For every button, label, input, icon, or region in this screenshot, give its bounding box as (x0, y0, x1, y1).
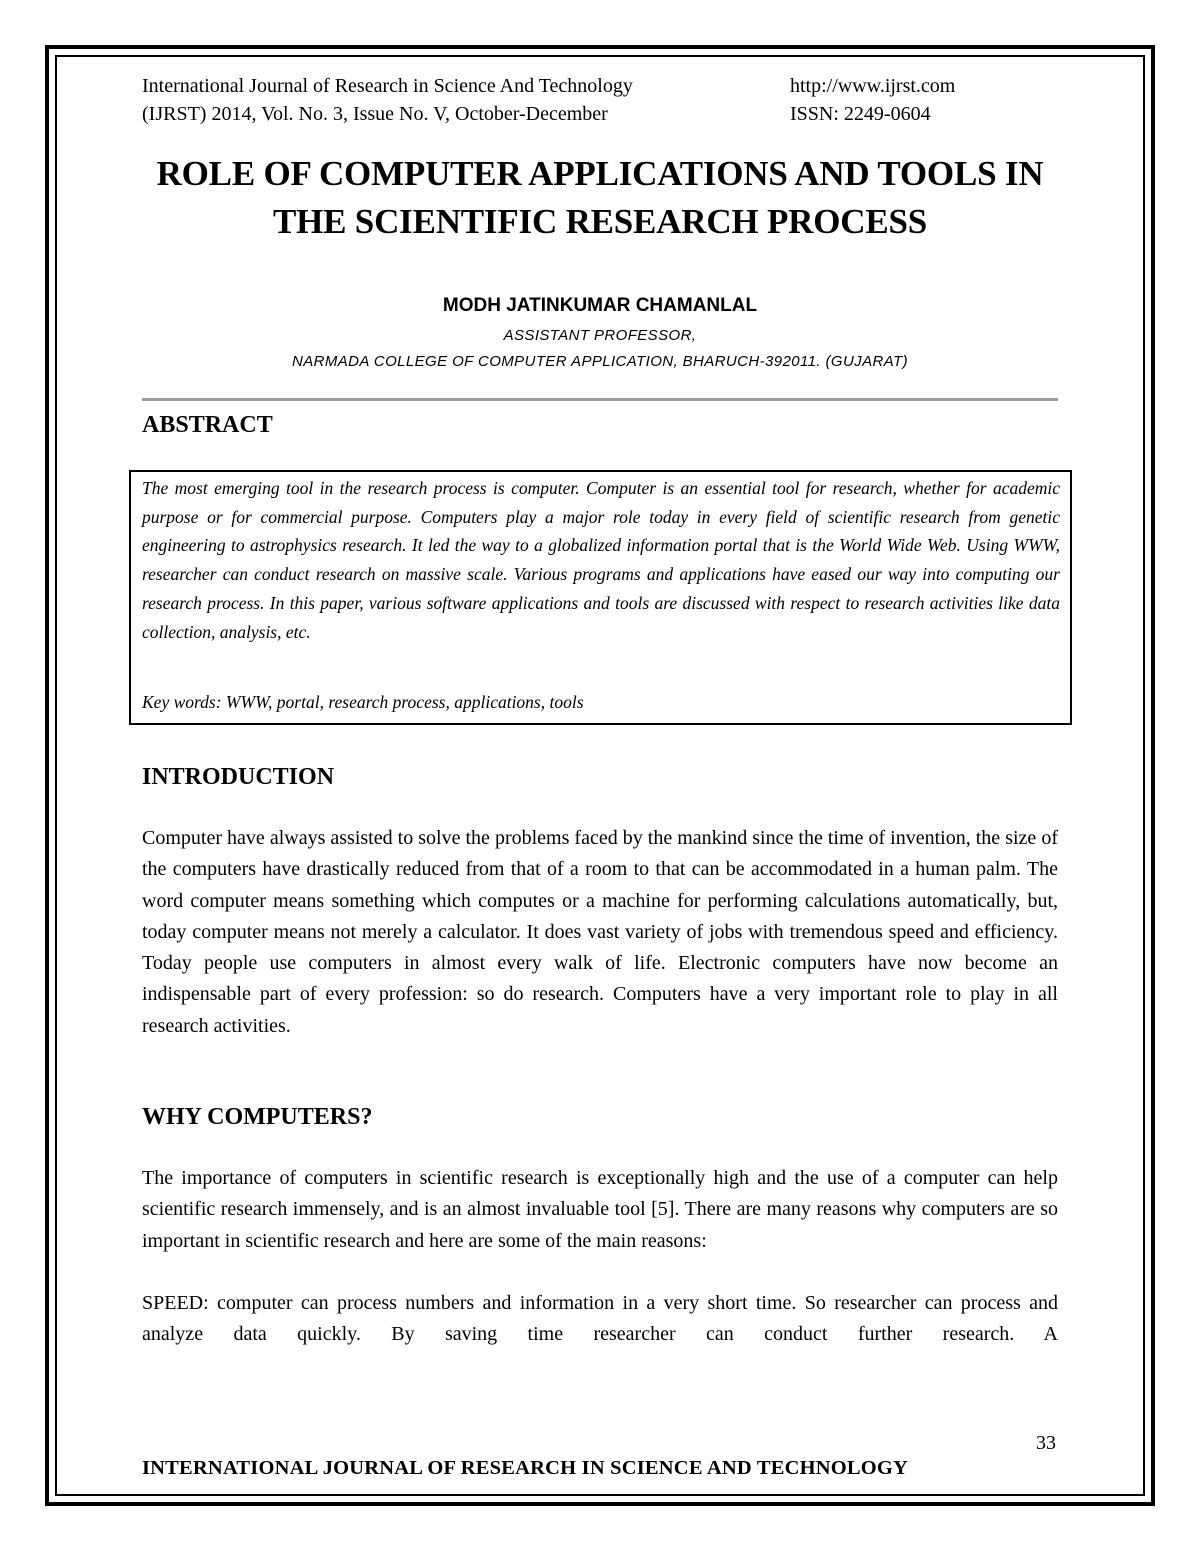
journal-name: International Journal of Research in Science And Technology (142, 75, 633, 97)
journal-issn: ISSN: 2249-0604 (790, 103, 931, 125)
section-divider (142, 398, 1058, 401)
why-computers-paragraph: The importance of computers in scientific research is exceptionally high and the use of a computer can help scientific research immensely, and is an almost invaluable tool [5]. There are many reasons why computers are so important in scientific research and here are some of the main reasons: (142, 1167, 1058, 1252)
why-computers-heading: WHY COMPUTERS? (142, 1104, 373, 1130)
journal-header-left (142, 72, 633, 128)
abstract-text: The most emerging tool in the research process is computer. Computer is an essential tool for research, whether for academic purpose or for commercial purpose. Computers play a major role today in every field of scientific research from genetic engineering to astrophysics research. It led the way to a globalized information portal that is the World Wide Web. Using WWW, researcher can conduct research on massive scale. Various programs and applications have eased our way into computing our research process. In this paper, various software applications and tools are discussed with respect to research activities like data collection, analysis, etc. (142, 478, 1060, 642)
introduction-paragraph: Computer have always assisted to solve the problems faced by the mankind since the time of invention, the size of the computers have drastically reduced from that of a room to that can be accommodated in a human palm. The word computer means something which computes or a machine for performing calculations automatically, but, today computer means not merely a calculator. It does vast variety of jobs with tremendous speed and efficiency. Today people use computers in almost every walk of life. Electronic computers have now become an indispensable part of every profession: so do research. Computers have a very important role to play in all research activities. (142, 827, 1058, 1037)
page-number: 33 (1036, 1432, 1056, 1454)
journal-issue: (IJRST) 2014, Vol. No. 3, Issue No. V, October-December (142, 103, 608, 125)
journal-footer: INTERNATIONAL JOURNAL OF RESEARCH IN SCIENCE AND TECHNOLOGY (142, 1457, 909, 1479)
introduction-heading: INTRODUCTION (142, 764, 335, 790)
abstract-keywords: Key words: WWW, portal, research process, applications, tools (142, 692, 584, 712)
journal-header-right (790, 72, 955, 128)
author-institution: NARMADA COLLEGE OF COMPUTER APPLICATION, BHARUCH-392011. (GUJARAT) (292, 353, 908, 370)
paper-title-line1: ROLE OF COMPUTER APPLICATIONS AND TOOLS IN (156, 154, 1044, 193)
paper-title-line2: THE SCIENTIFIC RESEARCH PROCESS (272, 202, 928, 241)
speed-paragraph: SPEED: computer can process numbers and information in a very short time. So researcher can process and analyze data quickly. By saving time researcher can conduct further research. A (142, 1292, 1058, 1346)
paper-title (100, 150, 1100, 246)
author-name: MODH JATINKUMAR CHAMANLAL (442, 295, 758, 316)
author-position: ASSISTANT PROFESSOR, (503, 327, 697, 344)
journal-url[interactable]: http://www.ijrst.com (790, 75, 956, 97)
abstract-heading: ABSTRACT (142, 412, 273, 438)
